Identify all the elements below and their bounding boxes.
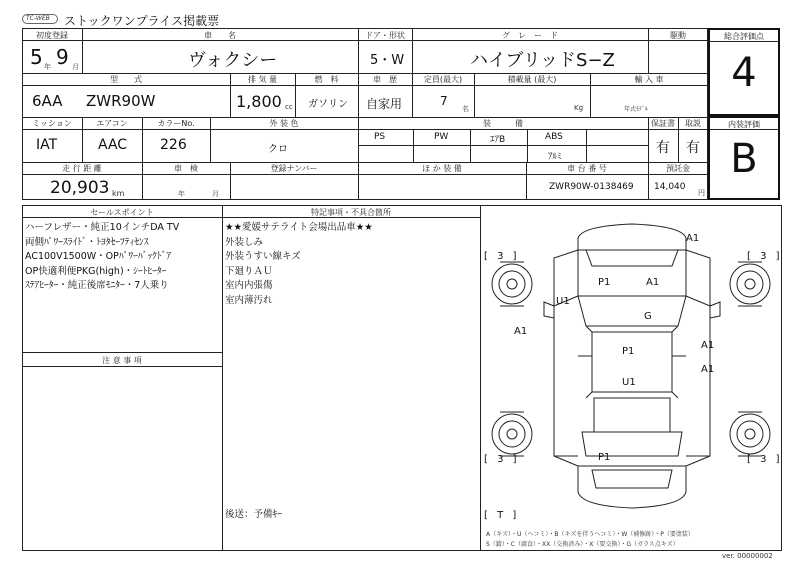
- notes-label: 注 意 事 項: [102, 356, 142, 365]
- bracket-front-left: [ 3 ]: [484, 251, 520, 262]
- brand-text: TC-WEB: [26, 15, 50, 22]
- diagram-legend-line2: S（錆）・C（腐食）・XX（交換済み）・X（要交換）・G（ガラス点キズ）: [486, 541, 679, 548]
- equip-pw: PW: [434, 132, 449, 142]
- door-label: ドア・形状: [365, 31, 405, 40]
- mission-label: ミッション: [32, 119, 72, 128]
- mileage-label: 走 行 距 離: [62, 164, 102, 173]
- remarks-list: [225, 221, 373, 308]
- remark-line: 外装しみ: [225, 236, 264, 248]
- import-year-label: 年式ﾓﾃﾞﾙ: [624, 106, 649, 113]
- exterior-color: クロ: [268, 144, 288, 155]
- displacement-label: 排 気 量: [247, 75, 278, 84]
- interior-score-label: 内装評価: [710, 119, 778, 130]
- inspection-label: 車 検: [174, 164, 198, 173]
- chassis-number: ZWR90W-0138469: [549, 182, 634, 192]
- interior-score: B: [730, 136, 758, 182]
- mark-a1-left: A1: [514, 326, 528, 337]
- overall-score-label: 総合評価点: [710, 31, 778, 42]
- mark-a1-right1: A1: [701, 340, 715, 351]
- reg-month-unit: 月: [72, 63, 79, 71]
- page-title: ストックワンプライス掲載票: [64, 14, 220, 28]
- inspection-month-unit: 月: [212, 190, 219, 198]
- load-unit: Kg: [574, 104, 584, 112]
- displacement: 1,800: [236, 92, 282, 111]
- model-label: 型 式: [110, 75, 142, 84]
- fuel: ガソリン: [308, 99, 348, 110]
- equip-alloy: ｱﾙﾐ: [548, 152, 562, 162]
- warranty: 有: [656, 140, 670, 156]
- sales-point: ハーフレザー・純正10インチDA TV: [25, 222, 180, 233]
- remarks-footer: 後送：予備ｷｰ: [225, 509, 283, 520]
- mark-g: G: [644, 311, 652, 322]
- remark-line: ★★愛媛サテライト会場出品車★★: [225, 222, 373, 233]
- mileage-unit: km: [112, 189, 125, 198]
- mark-u1-mid: U1: [622, 377, 636, 388]
- mark-p1-bottom: P1: [598, 452, 611, 463]
- model-prefix: 6AA: [32, 92, 63, 110]
- other-equipment-label: ほ か 装 備: [422, 164, 462, 173]
- brand-logo: [22, 14, 58, 24]
- fuel-label: 燃 料: [314, 75, 339, 84]
- mark-p1-top: P1: [598, 277, 611, 288]
- car-diagram: [482, 206, 780, 532]
- mileage: 20,903: [50, 178, 110, 198]
- remarks-label: 特記事項・不具合箇所: [311, 208, 391, 217]
- sales-point: AC100V1500W・OPﾊﾟﾜｰﾊﾞｯｸﾄﾞｱ: [25, 251, 172, 262]
- grade-label: グ レ ー ド: [502, 31, 558, 40]
- color-no-label: カラーNo.: [157, 119, 195, 128]
- overall-score-box: [708, 28, 780, 116]
- recycle-unit: 円: [698, 189, 705, 197]
- sales-point: ｽﾃｱﾋｰﾀｰ・純正後席ﾓﾆﾀｰ・7人乗り: [25, 280, 169, 291]
- recycle-label: 預託金: [666, 164, 690, 173]
- remark-line: 外装うすい線キズ: [225, 251, 301, 262]
- sales-points-list: [25, 221, 179, 294]
- plate-label: 登録ナンバー: [270, 164, 318, 173]
- diagram-legend-line1: A（キズ）・U（ヘコミ）・B（キズを伴うヘコミ）・W（補修跡）・P（要塗装）: [486, 531, 694, 538]
- mark-front-a1: A1: [686, 233, 700, 244]
- sales-point: 両側ﾊﾟﾜｰｽﾗｲﾄﾞ・ﾄﾖﾀｾｰﾌﾃｨｾﾝｽ: [25, 236, 149, 248]
- history: 自家用: [366, 97, 403, 111]
- aircon: AAC: [98, 137, 128, 153]
- mark-u1-left: U1: [556, 296, 570, 307]
- load-label: 積載量 (最大): [507, 75, 557, 84]
- recycle-fee: 14,040: [654, 182, 686, 192]
- manual-label: 取説: [685, 119, 701, 128]
- remark-line: 下廻りＡＵ: [225, 265, 273, 277]
- mark-p1-mid: P1: [622, 346, 635, 357]
- warranty-label: 保証書: [651, 119, 675, 128]
- first-reg-label: 初度登録: [36, 31, 68, 40]
- mission: IAT: [36, 137, 58, 153]
- sales-point: OP快適利便PKG(high)・ｼｰﾄﾋｰﾀｰ: [25, 265, 167, 277]
- bracket-front-right: [ 3 ]: [747, 251, 783, 262]
- aircon-label: エアコン: [96, 119, 128, 128]
- bracket-tire: [ T ]: [484, 510, 520, 521]
- sales-points-label: セールスポイント: [90, 208, 154, 217]
- equip-abs: ABS: [545, 132, 563, 142]
- car-name-label: 車 名: [204, 31, 236, 40]
- displacement-unit: cc: [285, 103, 293, 111]
- capacity-unit: 名: [462, 105, 469, 113]
- equip-ps: PS: [374, 132, 386, 142]
- history-label: 車 歴: [373, 75, 397, 84]
- bracket-rear-right: [ 3 ]: [747, 454, 783, 465]
- manual: 有: [686, 140, 700, 156]
- equipment-label: 装 備: [483, 119, 523, 128]
- bracket-rear-left: [ 3 ]: [484, 454, 520, 465]
- color-no: 226: [160, 137, 187, 153]
- reg-year: 5: [30, 45, 43, 69]
- interior-score-box: [708, 116, 780, 200]
- mark-a1-right2: A1: [701, 364, 715, 375]
- drive-label: 駆動: [670, 31, 686, 40]
- capacity-label: 定員(最大): [423, 75, 463, 84]
- version-label: ver. 00000002: [722, 552, 773, 560]
- mark-a1-top: A1: [646, 277, 660, 288]
- door-shape: 5・W: [370, 53, 405, 68]
- overall-score: 4: [731, 50, 757, 96]
- capacity: 7: [440, 94, 448, 108]
- model-code: ZWR90W: [86, 92, 156, 110]
- inspection-year-unit: 年: [178, 190, 185, 198]
- import-label: 輸 入 車: [634, 75, 664, 84]
- grade: ハイブリッドS−Z: [470, 50, 615, 71]
- reg-month: 9: [56, 45, 69, 69]
- chassis-label: 車 台 番 号: [567, 164, 607, 173]
- remark-line: 室内内張傷: [225, 280, 273, 291]
- reg-year-unit: 年: [44, 63, 51, 71]
- remark-line: 室内薄汚れ: [225, 294, 273, 306]
- equip-airbag: ｴｱB: [490, 135, 506, 145]
- car-name: ヴォクシー: [188, 50, 278, 71]
- exterior-color-label: 外 装 色: [269, 119, 299, 128]
